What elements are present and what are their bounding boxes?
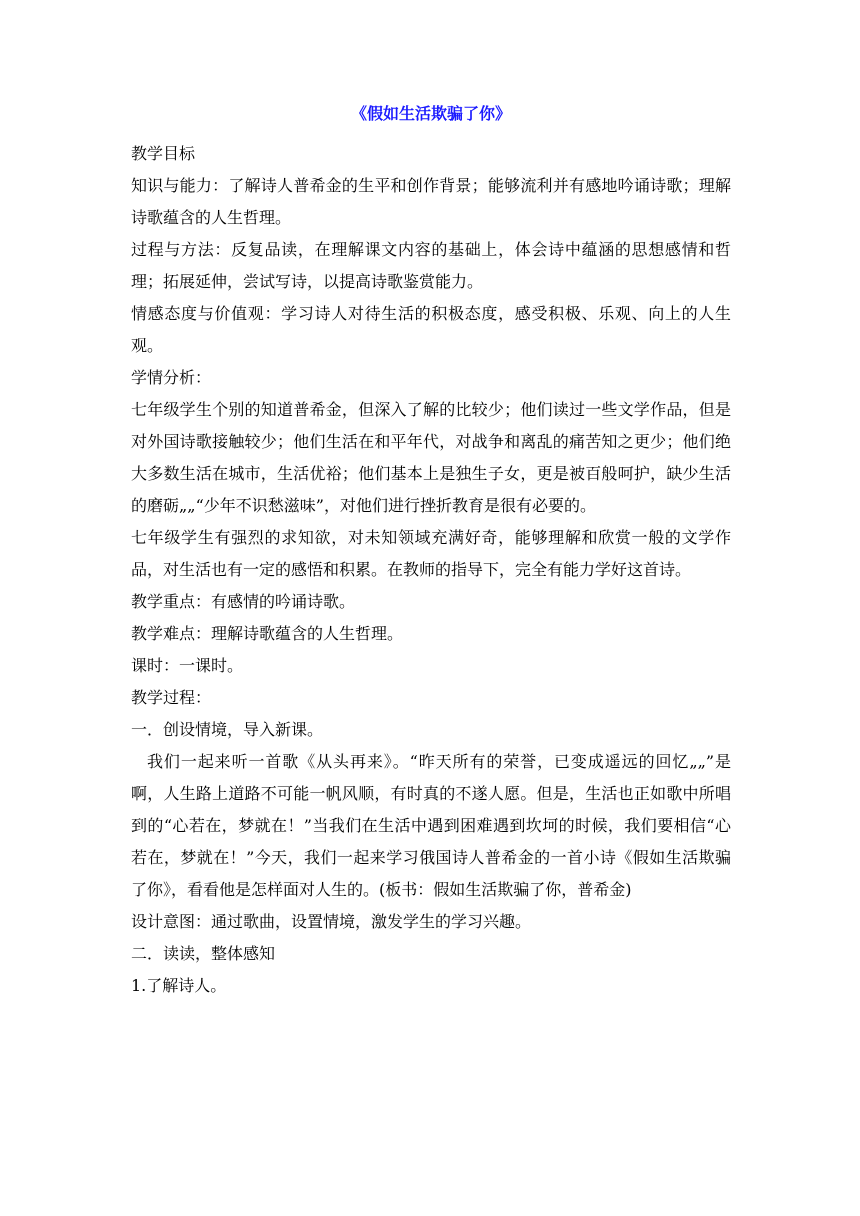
document-body: [131, 104, 731, 1002]
paragraph-introduction: 我们一起来听一首歌《从头再来》。“昨天所有的荣誉，已变成遥远的回忆„„”是啊，人生路上道路不可能一帆风顺，有时真的不遂人愿。但是，生活也正如歌中所唱到的“心若在，梦就在！”当我们在生活中遇到困难遇到坎坷的时候，我们要相信“心若在，梦就在！”今天，我们一起来学习俄国诗人普希金的一首小诗《假如生活欺骗了你》，看看他是怎样面对人生的。(板书：假如生活欺骗了你，普希金): [131, 752, 731, 899]
paragraph-learning-analysis-2: 七年级学生有强烈的求知欲，对未知领域充满好奇，能够理解和欣赏一般的文学作品，对生活也有一定的感悟和积累。在教师的指导下，完全有能力学好这首诗。: [131, 528, 731, 579]
subheading-step-two: 二．读读，整体感知: [131, 944, 276, 963]
section-heading-learning-analysis: 学情分析：: [131, 368, 212, 387]
paragraph-knowledge-ability: 知识与能力：了解诗人普希金的生平和创作背景；能够流利并有感地吟诵诗歌；理解诗歌蕴含的人生哲理。: [131, 176, 731, 227]
paragraph-class-hours: 课时：一课时。: [131, 656, 244, 675]
paragraph-teaching-difficulty: 教学难点：理解诗歌蕴含的人生哲理。: [131, 624, 404, 643]
paragraph-design-intent: 设计意图：通过歌曲，设置情境，激发学生的学习兴趣。: [131, 912, 532, 931]
section-heading-teaching-process: 教学过程：: [131, 688, 212, 707]
section-heading-teaching-goals: 教学目标: [131, 144, 196, 163]
paragraph-learning-analysis-1: 七年级学生个别的知道普希金，但深入了解的比较少；他们读过一些文学作品，但是对外国诗歌接触较少；他们生活在和平年代，对战争和离乱的痛苦知之更少；他们绝大多数生活在城市，生活优裕；他们基本上是独生子女，更是被百般呵护，缺少生活的磨砺„„“少年不识愁滋味”，对他们进行挫折教育是很有必要的。: [131, 400, 731, 515]
document-title: 《假如生活欺骗了你》: [350, 104, 511, 123]
paragraph-teaching-focus: 教学重点：有感情的吟诵诗歌。: [131, 592, 356, 611]
paragraph-emotion-values: 情感态度与价值观：学习诗人对待生活的积极态度，感受积极、乐观、向上的人生观。: [131, 304, 731, 355]
paragraph-process-method: 过程与方法：反复品读，在理解课文内容的基础上，体会诗中蕴涵的思想感情和哲理；拓展延伸，尝试写诗，以提高诗歌鉴赏能力。: [131, 240, 731, 291]
paragraph-know-poet: 1.了解诗人。: [131, 976, 227, 995]
subheading-step-one: 一．创设情境，导入新课。: [131, 720, 324, 739]
